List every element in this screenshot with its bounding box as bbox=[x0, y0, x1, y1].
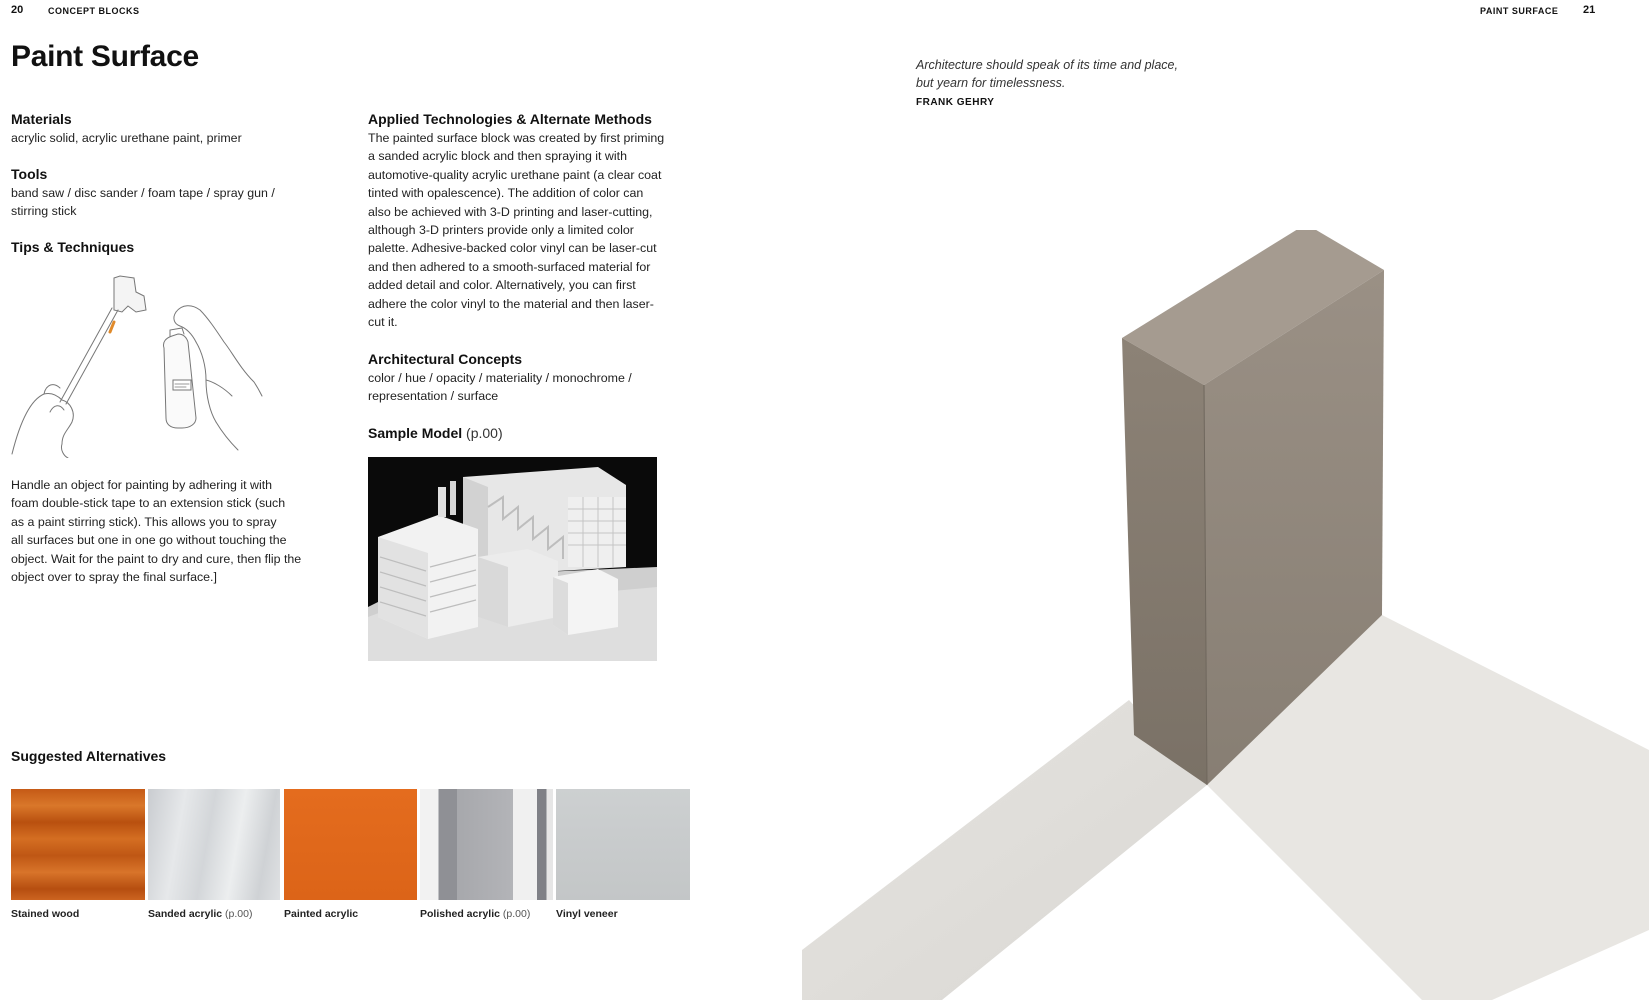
caption-vinyl-veneer: Vinyl veneer bbox=[556, 908, 618, 920]
tips-line: object. Wait for the paint to dry and cure, then flip the bbox=[11, 551, 302, 566]
materials-text: acrylic solid, acrylic urethane paint, primer bbox=[11, 131, 242, 145]
sample-heading-label: Sample Model bbox=[368, 425, 463, 441]
applied-line: also be achieved with 3-D printing and laser-cutting, bbox=[368, 204, 653, 219]
quote-line: Architecture should speak of its time and place, bbox=[916, 58, 1178, 72]
running-head-left: CONCEPT BLOCKS bbox=[48, 6, 140, 16]
tools-text bbox=[11, 184, 275, 221]
applied-line: The painted surface block was created by first priming bbox=[368, 131, 665, 145]
tips-line: foam double-stick tape to an extension stick (such bbox=[11, 496, 286, 511]
applied-line: tinted with opalescence). The addition of color can bbox=[368, 186, 644, 201]
applied-line: a sanded acrylic block and then spraying it with bbox=[368, 149, 627, 164]
applied-line: automotive-quality acrylic urethane paint (a clear coat bbox=[368, 167, 662, 182]
page-title: Paint Surface bbox=[11, 40, 199, 73]
concepts-text bbox=[368, 369, 632, 406]
applied-line: although 3-D printers provide only a limited color bbox=[368, 223, 634, 238]
page-number-left: 20 bbox=[11, 4, 24, 16]
swatch-painted-acrylic bbox=[284, 789, 417, 900]
caption-sanded-acrylic bbox=[148, 908, 252, 920]
swatch-sanded-acrylic bbox=[148, 789, 280, 900]
spray-painting-illustration bbox=[10, 272, 272, 458]
quote-author: FRANK GEHRY bbox=[916, 97, 995, 108]
alternatives-heading: Suggested Alternatives bbox=[11, 748, 167, 764]
tips-heading: Tips & Techniques bbox=[11, 239, 135, 255]
applied-line: and then adhered to a smooth-surfaced material for bbox=[368, 259, 651, 274]
tools-line: stirring stick bbox=[11, 204, 77, 219]
swatch-stained-wood bbox=[11, 789, 145, 900]
running-head-right: PAINT SURFACE bbox=[1480, 6, 1559, 16]
tips-line: as a paint stirring stick). This allows you to spray bbox=[11, 514, 277, 529]
applied-line: cut it. bbox=[368, 315, 398, 330]
applied-line: palette. Adhesive-backed color vinyl can be laser-cut bbox=[368, 241, 657, 256]
applied-line: added detail and color. Alternatively, you can first bbox=[368, 278, 636, 293]
tips-line: object over to spray the final surface.] bbox=[11, 570, 217, 585]
caption-note: (p.00) bbox=[502, 908, 531, 920]
caption-polished-acrylic bbox=[420, 908, 530, 920]
caption-label: Sanded acrylic bbox=[148, 908, 223, 920]
applied-line: adhere the color vinyl to the material and then laser- bbox=[368, 296, 654, 311]
page-number-right: 21 bbox=[1583, 4, 1596, 16]
caption-label: Polished acrylic bbox=[420, 908, 500, 920]
concepts-line: color / hue / opacity / materiality / monochrome / bbox=[368, 371, 632, 385]
swatch-polished-acrylic bbox=[420, 789, 553, 900]
tips-line: Handle an object for painting by adhering it with bbox=[11, 478, 273, 492]
painted-block-photo bbox=[802, 230, 1649, 1000]
tips-text bbox=[11, 476, 301, 586]
caption-painted-acrylic: Painted acrylic bbox=[284, 908, 359, 920]
quote-line: but yearn for timelessness. bbox=[916, 76, 1066, 90]
caption-stained-wood: Stained wood bbox=[11, 908, 80, 920]
concepts-heading: Architectural Concepts bbox=[368, 351, 523, 367]
caption-note: (p.00) bbox=[225, 908, 253, 920]
tools-heading: Tools bbox=[11, 166, 48, 182]
sample-heading bbox=[368, 425, 503, 441]
swatch-vinyl-veneer bbox=[556, 789, 690, 900]
applied-heading: Applied Technologies & Alternate Methods bbox=[368, 111, 652, 127]
tips-line: all surfaces but one in one go without touching the bbox=[11, 533, 287, 548]
sample-page-ref: (p.00) bbox=[466, 425, 503, 441]
tools-line: band saw / disc sander / foam tape / spray gun / bbox=[11, 186, 275, 200]
applied-text bbox=[368, 129, 664, 331]
concepts-line: representation / surface bbox=[368, 389, 499, 404]
epigraph-quote bbox=[916, 56, 1178, 92]
materials-heading: Materials bbox=[11, 111, 72, 127]
white-architectural-model-photo bbox=[368, 457, 657, 661]
